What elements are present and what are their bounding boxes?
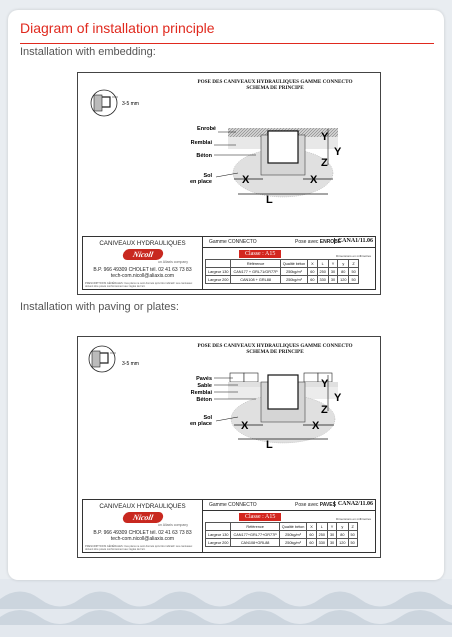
brand-logo: Nicoll xyxy=(121,512,163,523)
layer-label: Remblai xyxy=(190,140,212,146)
brand-logo: Nicoll xyxy=(121,249,163,260)
spec-table xyxy=(205,259,359,284)
layer-label: Remblai xyxy=(190,390,212,396)
installation-diagram-paving xyxy=(78,337,382,502)
dims-note: Dimensions en millimètres xyxy=(335,517,371,521)
layer-label: en place xyxy=(189,179,212,185)
dim-letter-x: X xyxy=(242,174,250,186)
dim-letter-x: X xyxy=(241,420,249,432)
layer-label: Béton xyxy=(196,153,212,159)
layer-label: Enrobé xyxy=(197,126,216,132)
pose-label: Pose avec PAVES xyxy=(295,502,336,508)
layer-label: Sol xyxy=(203,415,212,421)
table-row: Largeur 200 CAN108+GRL88 250kg/m³ 60 330 30 120 50 xyxy=(206,539,358,547)
dim-label: 3-5 mm xyxy=(122,361,139,367)
spec-block xyxy=(203,237,375,289)
company-email: tech-com.nicoll@aliaxis.com xyxy=(110,273,175,279)
dim-letter-z: Z xyxy=(321,404,328,416)
title-block xyxy=(82,499,376,553)
general-warning: PRESCRIPTIONS GÉNÉRALES: Ces plans ne sont donnés qu'à titre indicatif. Les caniveaux doivent être posés conformément aux règles de l'art. xyxy=(85,545,193,551)
layer-label: Pavés xyxy=(196,376,212,382)
dim-letter-y: Y xyxy=(334,146,342,158)
divider xyxy=(203,247,375,248)
class-badge: Classe : A15 xyxy=(239,250,281,258)
table-row: Largeur 200 CAN108 + GRL88 250kg/m³ 60 330 30 120 50 xyxy=(206,276,359,284)
general-warning: PRESCRIPTIONS GÉNÉRALES: Ces plans ne sont donnés qu'à titre indicatif. Les caniveaux doivent être posés conformément aux règles de l'art. xyxy=(85,282,193,288)
dim-letter-l: L xyxy=(266,194,273,206)
range-label: Gamme CONNECTO xyxy=(209,239,257,245)
company-block xyxy=(83,237,203,289)
background-pattern xyxy=(0,579,452,637)
layer-label: Sol xyxy=(203,173,212,179)
title-divider xyxy=(20,43,434,44)
drawing-code: CANA1/11.06 xyxy=(334,238,373,244)
content-panel xyxy=(8,10,444,580)
company-address: B.P. 966 49309 CHOLET tél. 02 41 63 73 83 xyxy=(93,530,192,536)
company-name: CANIVEAUX HYDRAULIQUES xyxy=(99,503,186,510)
section-caption-paving: Installation with paving or plates: xyxy=(20,301,179,313)
technical-sheet-embedding[interactable] xyxy=(77,72,381,295)
dim-letter-l: L xyxy=(266,439,273,451)
dims-note: Dimensions en millimètres xyxy=(335,254,371,258)
layer-label: en place xyxy=(189,421,212,427)
dim-label: 3-5 mm xyxy=(122,101,139,107)
range-label: Gamme CONNECTO xyxy=(209,502,257,508)
dim-letter-y: Y xyxy=(321,378,329,390)
company-block xyxy=(83,500,203,552)
dim-letter-y: Y xyxy=(334,392,342,404)
logo-subtitle: un Aliaxis company xyxy=(158,523,188,527)
class-badge: Classe : A15 xyxy=(239,513,281,521)
technical-sheet-paving[interactable] xyxy=(77,336,381,558)
table-row: Largeur 130 CAN177 + GRL71/GR77P 250kg/m³ 60 250 30 80 50 xyxy=(206,268,359,276)
company-name: CANIVEAUX HYDRAULIQUES xyxy=(99,240,186,247)
title-block xyxy=(82,236,376,290)
installation-diagram-embedding xyxy=(78,73,382,238)
section-caption-embedding: Installation with embedding: xyxy=(20,46,156,58)
company-address: B.P. 966 49309 CHOLET tél. 02 41 63 73 83 xyxy=(93,267,192,273)
dim-letter-x: X xyxy=(310,174,318,186)
pose-label: Pose avec ENROBE xyxy=(295,239,342,245)
layer-label: Béton xyxy=(196,397,212,403)
spec-block xyxy=(203,500,375,552)
spec-table xyxy=(205,522,358,547)
logo-subtitle: un Aliaxis company xyxy=(158,260,188,264)
page-title: Diagram of installation principle xyxy=(20,20,215,36)
company-email: tech-com.nicoll@aliaxis.com xyxy=(110,536,175,542)
divider xyxy=(203,510,375,511)
dim-letter-x: X xyxy=(312,420,320,432)
table-header-row: Référence Qualité béton X L Y y Z xyxy=(206,260,359,268)
dim-letter-y: Y xyxy=(321,131,329,143)
drawing-code: CANA2/11.06 xyxy=(334,501,373,507)
sheet-heading: POSE DES CANIVEAUX HYDRAULIQUES GAMME CONNECTO SCHEMA DE PRINCIPE xyxy=(197,79,353,91)
table-header-row: Référence Qualité béton X L Y y Z xyxy=(206,523,358,531)
table-row: Largeur 130 CAN177+GRL77+GR77P 250kg/m³ 60 250 30 80 50 xyxy=(206,531,358,539)
dim-letter-z: Z xyxy=(321,157,328,169)
layer-label: Sable xyxy=(197,383,212,389)
sheet-heading: POSE DES CANIVEAUX HYDRAULIQUES GAMME CONNECTO SCHEMA DE PRINCIPE xyxy=(197,343,353,355)
